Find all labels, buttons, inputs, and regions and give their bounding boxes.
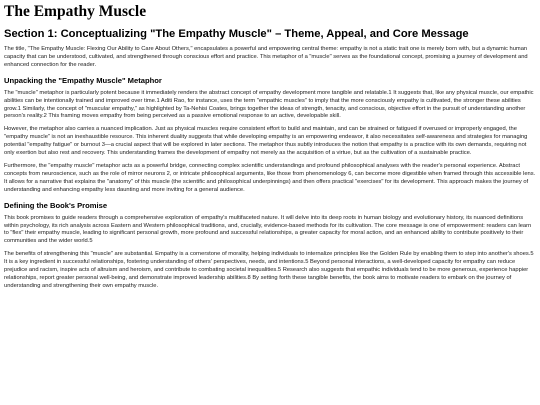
metaphor-paragraph-1: The "muscle" metaphor is particularly potent because it immediately renders the abstract concept of empathy development more tangible and relatable.1 It suggests that, like any physical muscle, our empathic abilities can be intentionally trained and improved over time.1 Aditi Rao, for instance, uses the term "empathic muscles" to imply that the more consciously empathy is cultivated, the stronger these abilities grow.1 Similarly, the concept of "muscular empathy," as highlighted by Ta-Nehisi Coates, brings together the ideas of strength, tenacity, and conscious, objective effort in the pursuit of understanding another person's reality.2 This framing moves empathy from being perceived as a passive emotional response to an active, developable skill. bbox=[4, 89, 534, 120]
subsection-heading-promise: Defining the Book's Promise bbox=[4, 200, 108, 210]
promise-paragraph-2: The benefits of strengthening this "muscle" are substantial. Empathy is a cornerstone of morality, helping individuals to internalize principles like the Golden Rule by enabling them to step into another's shoes.5 It is a key ingredient in successful relationships, fostering understanding of others' perspectives, needs, and intentions.5 Beyond personal interactions, a well-developed capacity for empathy can reduce prejudice and racism, inspire acts of altruism and heroism, and contribute to combating societal inequalities.5 Research also suggests that empathic individuals tend to be more generous, experience happier relationships, report greater personal well-being, and demonstrate improved leadership abilities.8 By setting forth these tangible benefits, the book aims to motivate readers to embark on the journey of understanding and strengthening their own empathy muscle. bbox=[4, 251, 534, 289]
page-title: The Empathy Muscle bbox=[4, 3, 147, 20]
metaphor-paragraph-2: However, the metaphor also carries a nuanced implication. Just as physical muscles require consistent effort to build and maintain, and can be strained or fatigued if overused or improperly engaged, the "empathy muscle" is not an inexhaustible resource. This inherent duality suggests that while developing empathy is an empowering endeavor, it also necessitates self-awareness and strategies for managing potential "empathy fatigue" or burnout 3—a crucial aspect that will be explored in later sections. The metaphor thus subtly introduces the notion that empathy is a practice with its own demands, requiring not only exertion but also rest and recovery. This understanding frames the development of empathy not merely as the acquisition of a virtue, but as the cultivation of a sustainable practice. bbox=[4, 126, 528, 157]
intro-paragraph: The title, "The Empathy Muscle: Flexing Our Ability to Care About Others," encapsulates a powerful and empowering central theme: empathy is not a static trait one is merely born with, but a dynamic human capacity that can be understood, cultivated, and strengthened through conscious effort and practice. This metaphor of a "muscle" serves as the foundational concept, promising a journey of development and enhanced connection for the reader. bbox=[4, 46, 528, 68]
section-heading: Section 1: Conceptualizing "The Empathy Muscle" – Theme, Appeal, and Core Message bbox=[4, 28, 469, 40]
subsection-heading-metaphor: Unpacking the "Empathy Muscle" Metaphor bbox=[4, 75, 162, 85]
promise-paragraph-1: This book promises to guide readers through a comprehensive exploration of empathy's multifaceted nature. It will delve into its deep roots in human biology and evolutionary history, its nuanced definitions within psychology, its rich analysis across Eastern and Western philosophical traditions, and, crucially, evidence-based methods for its cultivation. The core message is one of empowerment: readers can learn to "flex" their empathy muscle, leading to significant personal growth, more profound and successful relationships, a greater capacity for moral action, and an enhanced ability to contribute positively to their communities and the wider world.5 bbox=[4, 214, 532, 245]
metaphor-paragraph-3: Furthermore, the "empathy muscle" metaphor acts as a powerful bridge, connecting complex scientific understandings and profound philosophical analyses with the reader's personal experience. Abstract concepts from neuroscience, such as the role of mirror neurons 2, or intricate philosophical arguments, like those from phenomenology 6, can become more digestible when framed through this accessible lens. It allows for a narrative that explains the "anatomy" of this muscle (the scientific and philosophical underpinnings) and then offers practical "exercises" for its development. This approach makes the journey of understanding and enhancing empathy less daunting and more inviting for a general audience. bbox=[4, 162, 536, 193]
